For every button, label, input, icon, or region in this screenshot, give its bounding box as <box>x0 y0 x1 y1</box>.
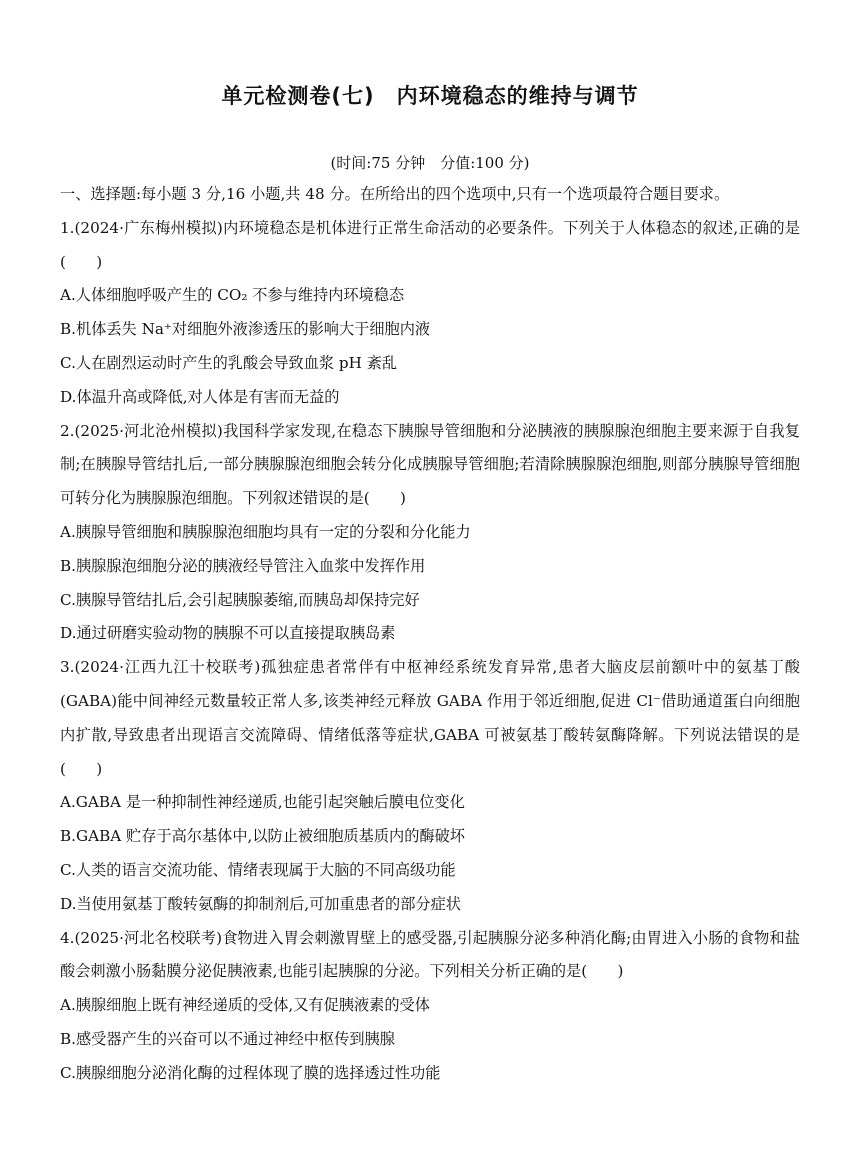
option-c: C.人类的语言交流功能、情绪表现属于大脑的不同高级功能 <box>60 860 456 879</box>
option-c: C.人在剧烈运动时产生的乳酸会导致血浆 pH 紊乱 <box>60 353 398 372</box>
option-d: D.通过研磨实验动物的胰腺不可以直接提取胰岛素 <box>60 624 396 643</box>
question-stem: 4.(2025·河北名校联考)食物进入胃会刺激胃壁上的感受器,引起胰腺分泌多种消化酶;由胃进入小肠的食物和盐酸会刺激小肠黏膜分泌促胰液素,也能引起胰腺的分泌。下列相关分析正确的是( ) <box>60 928 800 981</box>
question-list <box>60 178 800 1091</box>
option-a: A.人体细胞呼吸产生的 CO₂ 不参与维持内环境稳态 <box>60 286 405 305</box>
option-a: A.胰腺细胞上既有神经递质的受体,又有促胰液素的受体 <box>60 996 430 1015</box>
option-d: D.当使用氨基丁酸转氨酶的抑制剂后,可加重患者的部分症状 <box>60 894 461 913</box>
section-intro: 一、选择题:每小题 3 分,16 小题,共 48 分。在所给出的四个选项中,只有一个选项最符合题目要求。 <box>60 185 730 203</box>
question-stem: 3.(2024·江西九江十校联考)孤独症患者常伴有中枢神经系统发育异常,患者大脑皮层前额叶中的氨基丁酸(GABA)能中间神经元数量较正常人多,该类神经元释放 GABA 作用于邻近细胞,促进 Cl⁻借助通道蛋白向细胞内扩散,导致患者出现语言交流障碍、情绪低落等症状,GABA 可被氨基丁酸转氨酶降解。下列说法错误的是( ) <box>60 658 800 778</box>
question-stem: 2.(2025·河北沧州模拟)我国科学家发现,在稳态下胰腺导管细胞和分泌胰液的胰腺腺泡细胞主要来源于自我复制;在胰腺导管结扎后,一部分胰腺腺泡细胞会转分化成胰腺导管细胞;若清除胰腺腺泡细胞,则部分胰腺导管细胞可转分化为胰腺腺泡细胞。下列叙述错误的是( ) <box>60 421 800 508</box>
option-b: B.机体丢失 Na⁺对细胞外液渗透压的影响大于细胞内液 <box>60 320 431 339</box>
exam-meta: (时间:75 分钟 分值:100 分) <box>330 154 530 172</box>
option-d: D.体温升高或降低,对人体是有害而无益的 <box>60 387 340 406</box>
page-title: 单元检测卷(七) 内环境稳态的维持与调节 <box>221 84 639 108</box>
option-b: B.胰腺腺泡细胞分泌的胰液经导管注入血浆中发挥作用 <box>60 556 426 575</box>
option-a: A.GABA 是一种抑制性神经递质,也能引起突触后膜电位变化 <box>60 793 465 812</box>
option-b: B.GABA 贮存于高尔基体中,以防止被细胞质基质内的酶破坏 <box>60 827 465 846</box>
option-c: C.胰腺导管结扎后,会引起胰腺萎缩,而胰岛却保持完好 <box>60 590 420 609</box>
question-stem: 1.(2024·广东梅州模拟)内环境稳态是机体进行正常生命活动的必要条件。下列关于人体稳态的叙述,正确的是( ) <box>60 218 800 271</box>
option-c: C.胰腺细胞分泌消化酶的过程体现了膜的选择透过性功能 <box>60 1063 441 1082</box>
option-b: B.感受器产生的兴奋可以不通过神经中枢传到胰腺 <box>60 1029 395 1048</box>
option-a: A.胰腺导管细胞和胰腺腺泡细胞均具有一定的分裂和分化能力 <box>60 522 471 541</box>
